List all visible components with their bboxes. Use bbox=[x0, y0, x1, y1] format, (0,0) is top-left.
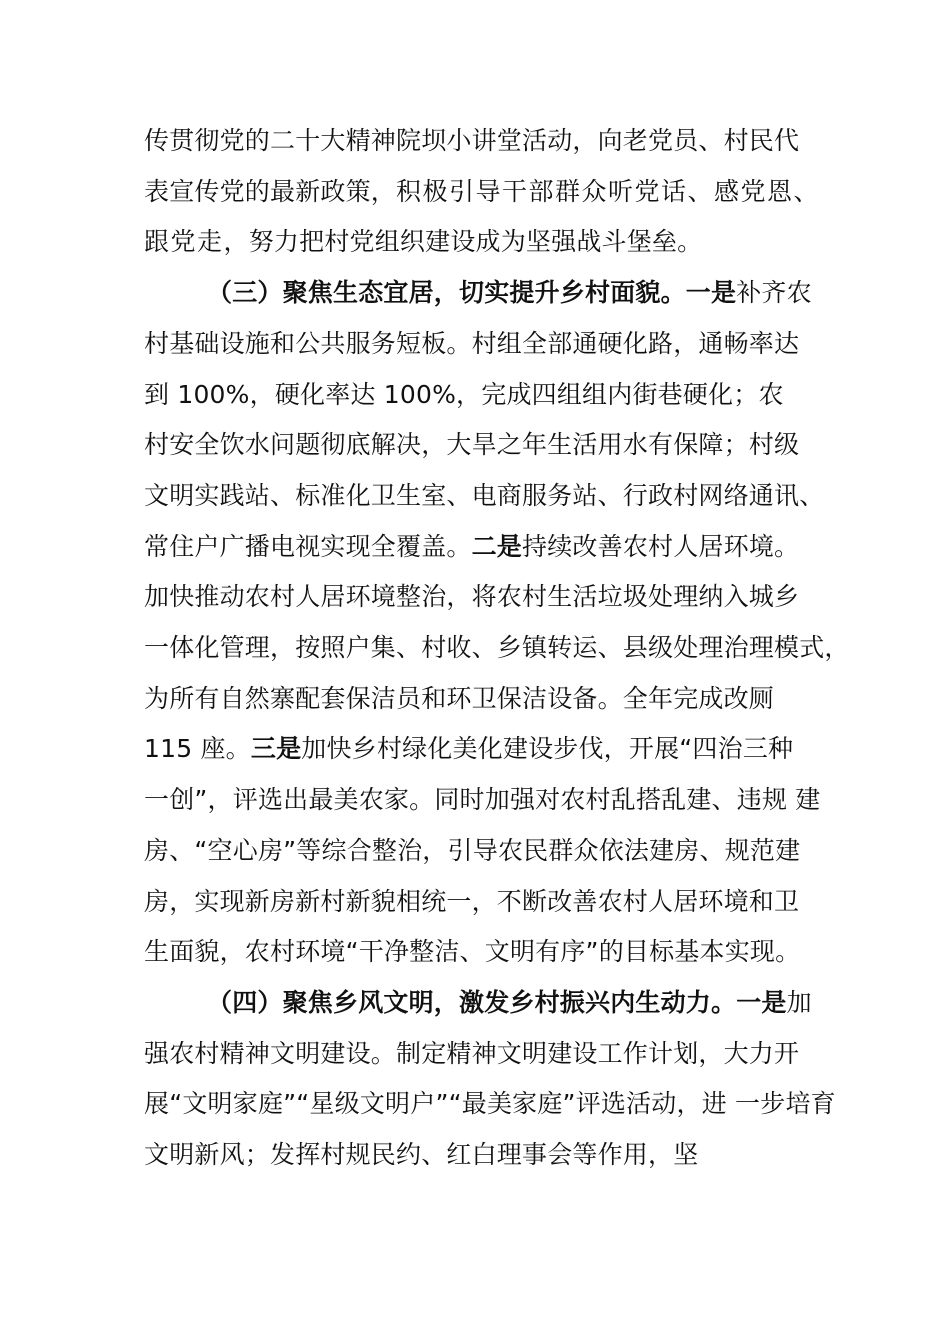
text-segment: 表宣传党的最新政策， bbox=[144, 176, 397, 206]
text-segment: 常住户广播电视实现全覆盖。 bbox=[144, 531, 472, 561]
text-segment: 展“文明家庭”“星级文明户”“最美家庭”评选活动，进 一步培育 bbox=[144, 1089, 836, 1119]
body-text-line bbox=[144, 175, 820, 209]
text-segment: 积极引导干部群众听党话、感党恩、 bbox=[396, 176, 821, 206]
body-text-line bbox=[144, 428, 799, 462]
section-heading-line bbox=[207, 986, 812, 1020]
text-segment: 传贯彻党的二十大精神院坝小讲堂活动，向老党员、村民代 bbox=[144, 126, 800, 155]
section-heading-line bbox=[207, 276, 812, 310]
body-text-line bbox=[144, 631, 850, 665]
body-text-line bbox=[144, 327, 799, 361]
text-segment: 文明新风；发挥村规民约、红白理事会等作用，坚 bbox=[144, 1140, 699, 1169]
text-segment: 强农村精神文明建设。制定精神文明建设工作计划，大力开 bbox=[144, 1038, 800, 1068]
text-segment: 到 100%，硬化率达 100%，完成四组组内街巷硬化；农 bbox=[144, 379, 784, 409]
body-text-line bbox=[144, 378, 784, 412]
text-segment: 生面貌，农村环境“干净整洁、文明有序”的目标基本实现。 bbox=[144, 937, 801, 967]
text-segment: 房，实现新房新村新貌相统一，不断改善农村人居环境和卫 bbox=[144, 886, 800, 916]
body-text-line bbox=[144, 834, 800, 868]
text-segment: 加 bbox=[786, 987, 812, 1017]
body-text-line bbox=[144, 124, 799, 158]
body-text-line bbox=[144, 1138, 698, 1172]
bold-text: 三是 bbox=[250, 734, 302, 764]
text-segment: 为所有自然寨配套保洁员和环卫保洁设备。全年完成改厕 bbox=[144, 683, 775, 713]
body-text-line bbox=[144, 732, 793, 766]
body-text-line bbox=[144, 783, 821, 817]
body-text-line bbox=[144, 479, 824, 513]
text-segment: 村安全饮水问题彻底解决，大旱之年生活用水有保障；村级 bbox=[144, 430, 800, 460]
body-text-line bbox=[144, 580, 799, 614]
body-text-line bbox=[144, 530, 799, 564]
bold-text: （三）聚焦生态宜居，切实提升乡村面貌。一是 bbox=[207, 278, 737, 308]
body-text-line bbox=[144, 682, 774, 716]
text-segment: 持续改善农村人居环境。 bbox=[522, 531, 800, 561]
text-segment: ，努力把村党组织建设成为坚强战斗堡垒。 bbox=[223, 227, 703, 257]
text-segment: 一体化管理，按照户集、村收、乡镇转运、县级处理治理模式， bbox=[144, 633, 850, 662]
text-segment: 一创”，评选出最美农家。同时加强对农村乱搭乱建、违规 建 bbox=[144, 785, 821, 815]
text-segment: 加快乡村绿化美化建设步伐，开展“四治三种 bbox=[301, 734, 794, 764]
text-segment: 加快推动农村人居环境整治，将农村生活垃圾处理纳入城乡 bbox=[144, 582, 800, 612]
text-segment: 文明实践站、标准化卫生室、电商服务站、行政村网络通讯、 bbox=[144, 480, 825, 510]
body-text-line bbox=[144, 935, 800, 969]
text-segment: 村基础设施和公共服务短板。村组全部通硬化路，通畅率达 bbox=[144, 328, 800, 358]
text-segment: 115 座。 bbox=[144, 734, 251, 764]
bold-text: 二是 bbox=[471, 531, 523, 561]
body-text-line bbox=[144, 225, 702, 259]
body-text-line bbox=[144, 1037, 799, 1071]
bold-text: （四）聚焦乡风文明，激发乡村振兴内生动力。一是 bbox=[207, 987, 787, 1017]
text-segment: 跟党走 bbox=[144, 227, 224, 257]
body-text-line bbox=[144, 885, 799, 919]
text-segment: 补齐农 bbox=[736, 278, 812, 308]
text-segment: 房、“空心房”等综合整治，引导农民群众依法建房、规范建 bbox=[144, 835, 801, 865]
body-text-line bbox=[144, 1087, 836, 1121]
